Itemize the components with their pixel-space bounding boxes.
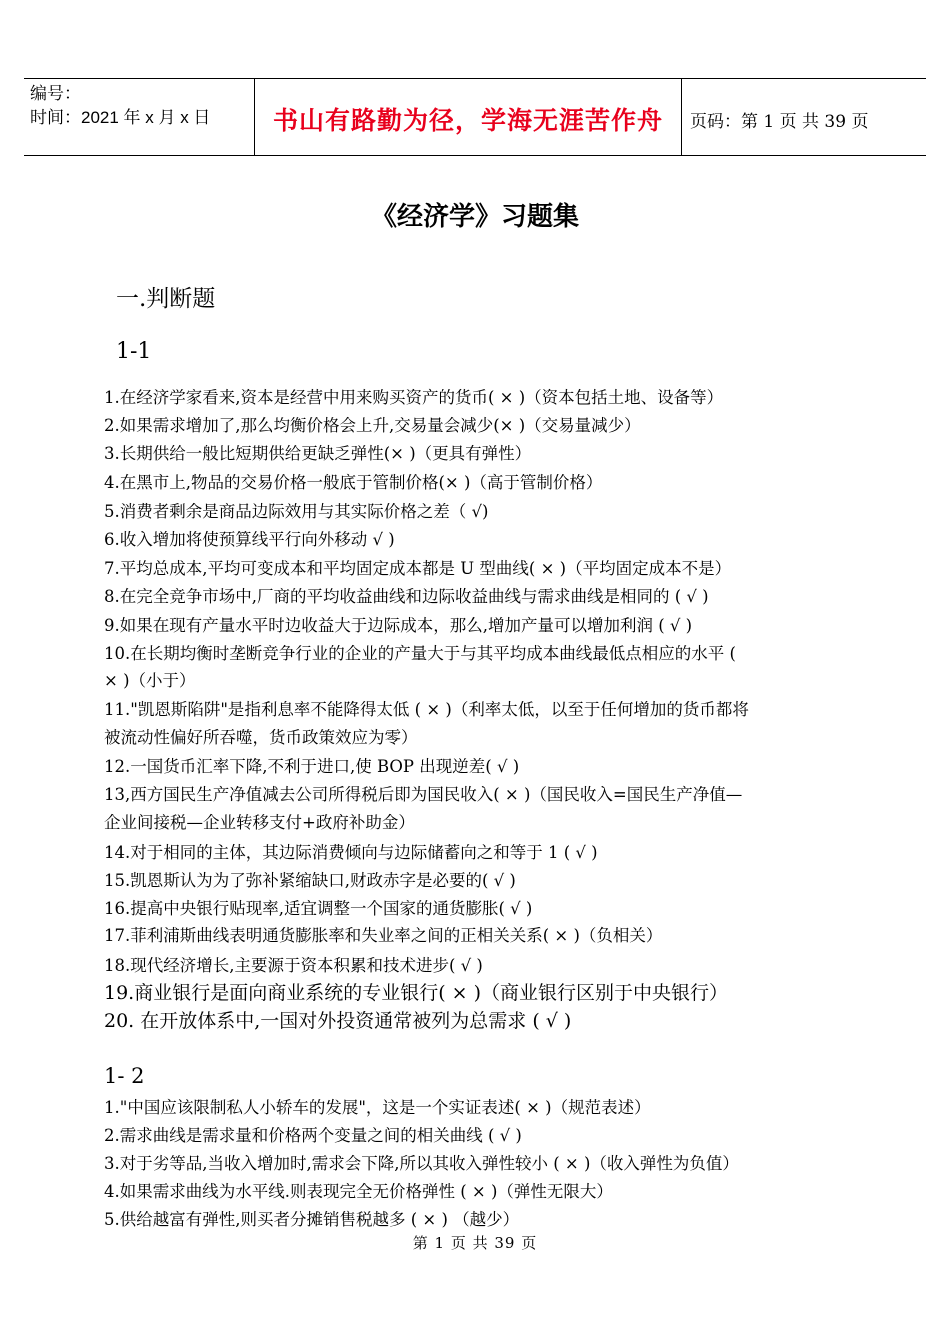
question-line: 6.收入增加将使预算线平行向外移动 √ ) [104,530,395,549]
question-line: 12.一国货币汇率下降,不利于进口,使 BOP 出现逆差( √ ) [104,757,520,776]
question-line: 5.供给越富有弹性,则买者分摊销售税越多 ( × ) （越少） [104,1210,520,1229]
question-line: 10.在长期均衡时垄断竞争行业的企业的产量大于与其平均成本曲线最低点相应的水平 ( [104,644,736,663]
question-line: 8.在完全竞争市场中,厂商的平均收益曲线和边际收益曲线与需求曲线是相同的 ( √ ) [104,587,709,606]
question-line: 2.如果需求增加了,那么均衡价格会上升,交易量会减少(× )（交易量减少） [104,416,641,435]
question-line: 16.提高中央银行贴现率,适宜调整一个国家的通货膨胀( √ ) [104,899,533,918]
question-line: 11."凯恩斯陷阱"是指利息率不能降得太低 ( × )（利率太低，以至于任何增加的货币都将 [104,700,749,719]
question-line: 1."中国应该限制私人小轿车的发展"，这是一个实证表述( × )（规范表述） [104,1098,651,1117]
question-line: 4.在黑市上,物品的交易价格一般底于管制价格(× )（高于管制价格） [104,473,603,492]
question-line: 18.现代经济增长,主要源于资本积累和技术进步( √ ) [104,956,483,975]
question-line-continued: 企业间接税—企业转移支付+政府补助金） [104,813,415,832]
subsection-heading-1-1: 1-1 [116,339,152,364]
question-line: 7.平均总成本,平均可变成本和平均固定成本都是 U 型曲线( × )（平均固定成本不是） [104,559,732,578]
header-right-cell [680,79,926,155]
header-left-cell [24,79,254,155]
question-line-continued: 被流动性偏好所吞噬，货币政策效应为零） [104,728,418,747]
time-label: 时间：2021 年 x 月 x 日 [30,108,211,127]
question-line: 20. 在开放体系中,一国对外投资通常被列为总需求 ( √ ) [104,1010,572,1032]
question-line: 2.需求曲线是需求量和价格两个变量之间的相关曲线 ( √ ) [104,1126,522,1145]
question-line: 4.如果需求曲线为水平线.则表现完全无价格弹性 ( × )（弹性无限大） [104,1182,613,1201]
question-line: 17.菲利浦斯曲线表明通货膨胀率和失业率之间的正相关关系( × )（负相关） [104,926,663,945]
motto-text: 书山有路勤为径，学海无涯苦作舟 [272,106,663,135]
question-line: 5.消费者剩余是商品边际效用与其实际价格之差（ √) [104,502,489,521]
question-line: 3.长期供给一般比短期供给更缺乏弹性(× )（更具有弹性） [104,444,532,463]
page-info: 页码：第 1 页 共 39 页 [690,112,869,132]
subsection-heading-1-2: 1- 2 [104,1064,145,1088]
section-heading: 一.判断题 [116,286,216,312]
question-line: 14.对于相同的主体，其边际消费倾向与边际储蓄向之和等于 1 ( √ ) [104,843,598,862]
number-label: 编号： [30,84,81,103]
page-footer: 第 1 页 共 39 页 [412,1234,538,1252]
header-middle-cell [254,79,682,155]
question-line: 3.对于劣等品,当收入增加时,需求会下降,所以其收入弹性较小 ( × )（收入弹性为负值） [104,1154,739,1173]
question-line: 9.如果在现有产量水平时边收益大于边际成本，那么,增加产量可以增加利润 ( √ ) [104,616,693,635]
question-line-continued: × )（小于） [104,671,196,690]
document-title: 《经济学》习题集 [370,202,579,232]
question-line: 1.在经济学家看来,资本是经营中用来购买资产的货币( × )（资本包括土地、设备等） [104,388,724,407]
question-line: 15.凯恩斯认为为了弥补紧缩缺口,财政赤字是必要的( √ ) [104,871,516,890]
question-line: 13,西方国民生产净值减去公司所得税后即为国民收入( × )（国民收入=国民生产净值— [104,785,743,804]
question-line: 19.商业银行是面向商业系统的专业银行( × )（商业银行区别于中央银行） [104,982,729,1004]
page-header [24,78,926,156]
